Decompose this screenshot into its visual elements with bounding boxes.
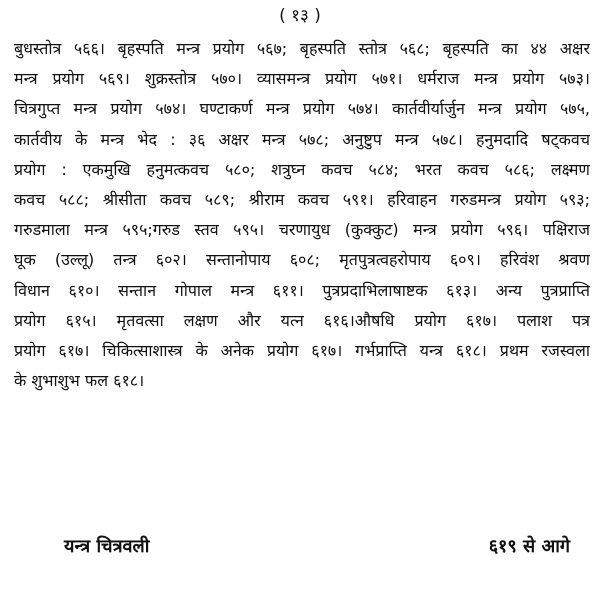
- contents-line: कार्तवीय के मन्त्र भेद : ३६ अक्षर मन्त्र ५७८; अनुष्टुप मन्त्र ५७८। हनुमदादि षट्कवच: [14, 129, 590, 149]
- section-title: यन्त्र चित्रवली: [64, 536, 150, 557]
- contents-line: गरुडमाला मन्त्र ५९५;गरुड स्तव ५९५। चरणायुध (कुक्कुट) मन्त्र प्रयोग ५९६। पक्षिराज: [14, 220, 590, 240]
- contents-line: प्रयोग ६१५। मृतवत्सा लक्षण और यत्न ६१६।औषधि प्रयोग ६१७। पलाश पत्र: [14, 310, 590, 330]
- contents-line: प्रयोग : एकमुखि हनुमत्कवच ५८०; शत्रुघ्न कवच ५८४; भरत कवच ५८६; लक्ष्मण: [14, 159, 590, 179]
- contents-line: घूक (उल्लू) तन्त्र ६०२। सन्तानोपाय ६०८; मृतपुत्रत्वहरोपाय ६०९। हरिवंश श्रवण: [14, 250, 590, 270]
- contents-line: प्रयोग ६१७। चिकित्साशास्त्र के अनेक प्रयोग ६१७। गर्भप्राप्ति यन्त्र ६१८। प्रथम रजस्वला: [14, 340, 590, 360]
- section-footer: [0, 532, 600, 562]
- section-page-ref: ६१९ से आगे: [488, 536, 570, 557]
- contents-line: विधान ६१०। सन्तान गोपाल मन्त्र ६११। पुत्रप्रदाभिलाषाष्टक ६१३। अन्य पुत्रप्राप्ति: [14, 280, 590, 300]
- contents-line: बुधस्तोत्र ५६६। बृहस्पति मन्त्र प्रयोग ५६७; बृहस्पति स्तोत्र ५६८; बृहस्पति का ४४ अक्षर: [14, 39, 590, 58]
- page-number: ( १३ ): [279, 6, 321, 26]
- contents-line: चित्रगुप्त मन्त्र प्रयोग ५७४। घण्टाकर्ण मन्त्र प्रयोग ५७४। कार्तवीर्यार्जुन मन्त्र प्रयोग ५७५,: [14, 99, 590, 119]
- contents-line: मन्त्र प्रयोग ५६९। शुक्रस्तोत्र ५७०। व्यासमन्त्र प्रयोग ५७१। धर्मराज मन्त्र प्रयोग ५७३।: [14, 69, 590, 89]
- contents-line-last: के शुभाशुभ फल ६१८।: [14, 371, 145, 391]
- contents-paragraph: [14, 34, 590, 396]
- contents-line: कवच ५८८; श्रीसीता कवच ५८९; श्रीराम कवच ५९१। हरिवाहन गरुडमन्त्र प्रयोग ५९३;: [14, 189, 590, 209]
